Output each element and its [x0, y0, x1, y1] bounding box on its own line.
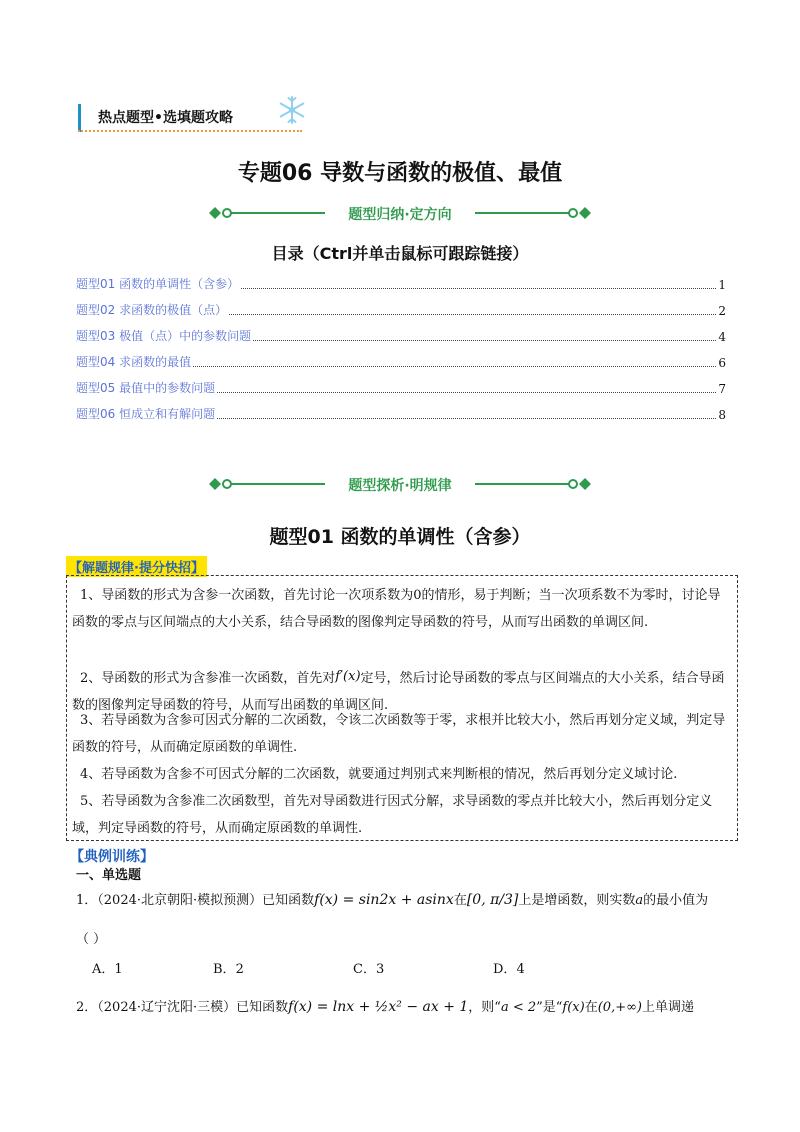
function-expression: f(x) = lnx + ½x² − ax + 1: [288, 999, 469, 1015]
option-d[interactable]: [493, 958, 525, 977]
variable-a: a: [635, 893, 644, 908]
toc-item-page: 8: [718, 408, 726, 422]
condition-expression: a < 2: [500, 1000, 537, 1015]
toc-leader: [217, 418, 716, 419]
banner-analysis-text: 题型探析·明规律: [348, 478, 452, 494]
banner-analysis: [205, 472, 595, 496]
question-text: ，则“: [468, 1000, 501, 1015]
question-number: 1．: [76, 893, 98, 908]
option-value: 4: [516, 962, 525, 977]
banner-overview-text: 题型归纳·定方向: [348, 207, 452, 223]
toc-leader: [241, 288, 716, 289]
question-number: 2．: [76, 1000, 98, 1015]
examples-label: 【典例训练】: [70, 849, 154, 865]
tips-label: 【解题规律·提分快招】: [66, 556, 207, 577]
question-text: 在: [584, 1000, 598, 1015]
page-title: 专题06 导数与函数的极值、最值: [237, 161, 563, 186]
fprime-expression: f′(x): [335, 669, 361, 684]
toc-title: 目录（Ctrl并单击鼠标可跟踪链接）: [271, 244, 529, 263]
interval-expression: (0,+∞): [597, 1000, 643, 1015]
toc-item[interactable]: [76, 402, 726, 422]
option-value: 1: [114, 962, 123, 977]
toc-item-label[interactable]: 题型06 恒成立和有解问题: [76, 407, 216, 421]
option-key: B．: [213, 962, 236, 977]
toc-item-page: 1: [718, 278, 726, 292]
toc-item[interactable]: [76, 376, 726, 396]
option-key: C．: [353, 962, 376, 977]
tip-paragraph-2-end: 定号，然后讨论导函数的零点与区间端点的大小关系，结合导函数的图像判定导函数的符号，从而写出函数的单调区间.: [72, 671, 725, 713]
toc-item-page: 2: [718, 304, 726, 318]
question-text: 上单调递: [642, 1000, 695, 1015]
toc-item-page: 4: [718, 330, 726, 344]
toc-leader: [229, 314, 716, 315]
toc-leader: [217, 392, 716, 393]
function-expression: f(x) = sin2x + asinx: [314, 892, 454, 908]
option-b[interactable]: [213, 958, 244, 977]
toc-item[interactable]: [76, 298, 726, 318]
option-value: 3: [375, 962, 385, 977]
option-c[interactable]: [353, 958, 384, 977]
question-text: 在: [453, 893, 467, 908]
question-1: [76, 889, 708, 908]
tip-paragraph-3: 3、若导函数为含参可因式分解的二次函数，令该二次函数等于零，求根并比较大小，然后再划分定义域，判定导函数的符号，从而确定原函数的单调性.: [72, 713, 726, 755]
toc-item-page: 6: [718, 356, 726, 370]
toc-item-page: 7: [718, 382, 726, 396]
toc-item-label[interactable]: 题型05 最值中的参数问题: [76, 381, 216, 395]
toc-item-label[interactable]: 题型02 求函数的极值（点）: [76, 303, 228, 317]
tip-paragraph-1: 1、导函数的形式为含参一次函数，首先讨论一次项系数为0的情形，易于判断；当一次项系数不为零时，讨论导函数的零点与区间端点的大小关系，结合导函数的图像判定导函数的符号，从而写出函数的单调区间.: [72, 588, 721, 630]
single-choice-heading: 一、单选题: [76, 868, 142, 883]
tip-paragraph-2-start: 2、导函数的形式为含参准一次函数，首先对: [80, 671, 336, 686]
question-source: （2024·辽宁沈阳·三模）已知函数: [97, 1000, 289, 1015]
question-2: [76, 996, 694, 1015]
option-key: D．: [493, 962, 517, 977]
header-underline: [78, 130, 302, 132]
header-accent-bar: [78, 104, 81, 132]
banner-overview: [205, 201, 595, 225]
snowflake-icon: [277, 95, 307, 125]
function-expression-2: f(x): [562, 1000, 585, 1015]
section-title: 题型01 函数的单调性（含参）: [269, 526, 531, 548]
option-value: 2: [235, 962, 244, 977]
interval-expression: [0, π/3]: [466, 892, 519, 908]
toc-item[interactable]: [76, 350, 726, 370]
toc-item-label[interactable]: 题型04 求函数的最值: [76, 355, 192, 369]
question-text: 上是增函数，则实数: [518, 893, 636, 908]
question-source: （2024·北京朝阳·模拟预测）已知函数: [97, 893, 315, 908]
toc-item-label[interactable]: 题型03 极值（点）中的参数问题: [76, 329, 252, 343]
toc-item[interactable]: [76, 324, 726, 344]
question-text: 的最小值为: [643, 893, 709, 908]
toc-leader: [253, 340, 716, 341]
question-text: ”是“: [536, 1000, 563, 1015]
tip-paragraph-4: 4、若导函数为含参不可因式分解的二次函数，就要通过判别式来判断根的情况，然后再划分定义域讨论.: [80, 767, 678, 782]
toc-leader: [193, 366, 716, 367]
answer-paren: （ ）: [76, 932, 107, 947]
toc-item-label[interactable]: 题型01 函数的单调性（含参）: [76, 277, 240, 291]
tip-paragraph-5: 5、若导函数为含参准二次函数型，首先对导函数进行因式分解，求导函数的零点并比较大小，然后再划分定义域，判定导函数的符号，从而确定原函数的单调性.: [72, 794, 713, 836]
toc-item[interactable]: [76, 272, 726, 292]
header-tag: 热点题型•选填题攻略: [98, 110, 233, 126]
option-a[interactable]: [92, 958, 123, 977]
option-key: A．: [92, 962, 115, 977]
